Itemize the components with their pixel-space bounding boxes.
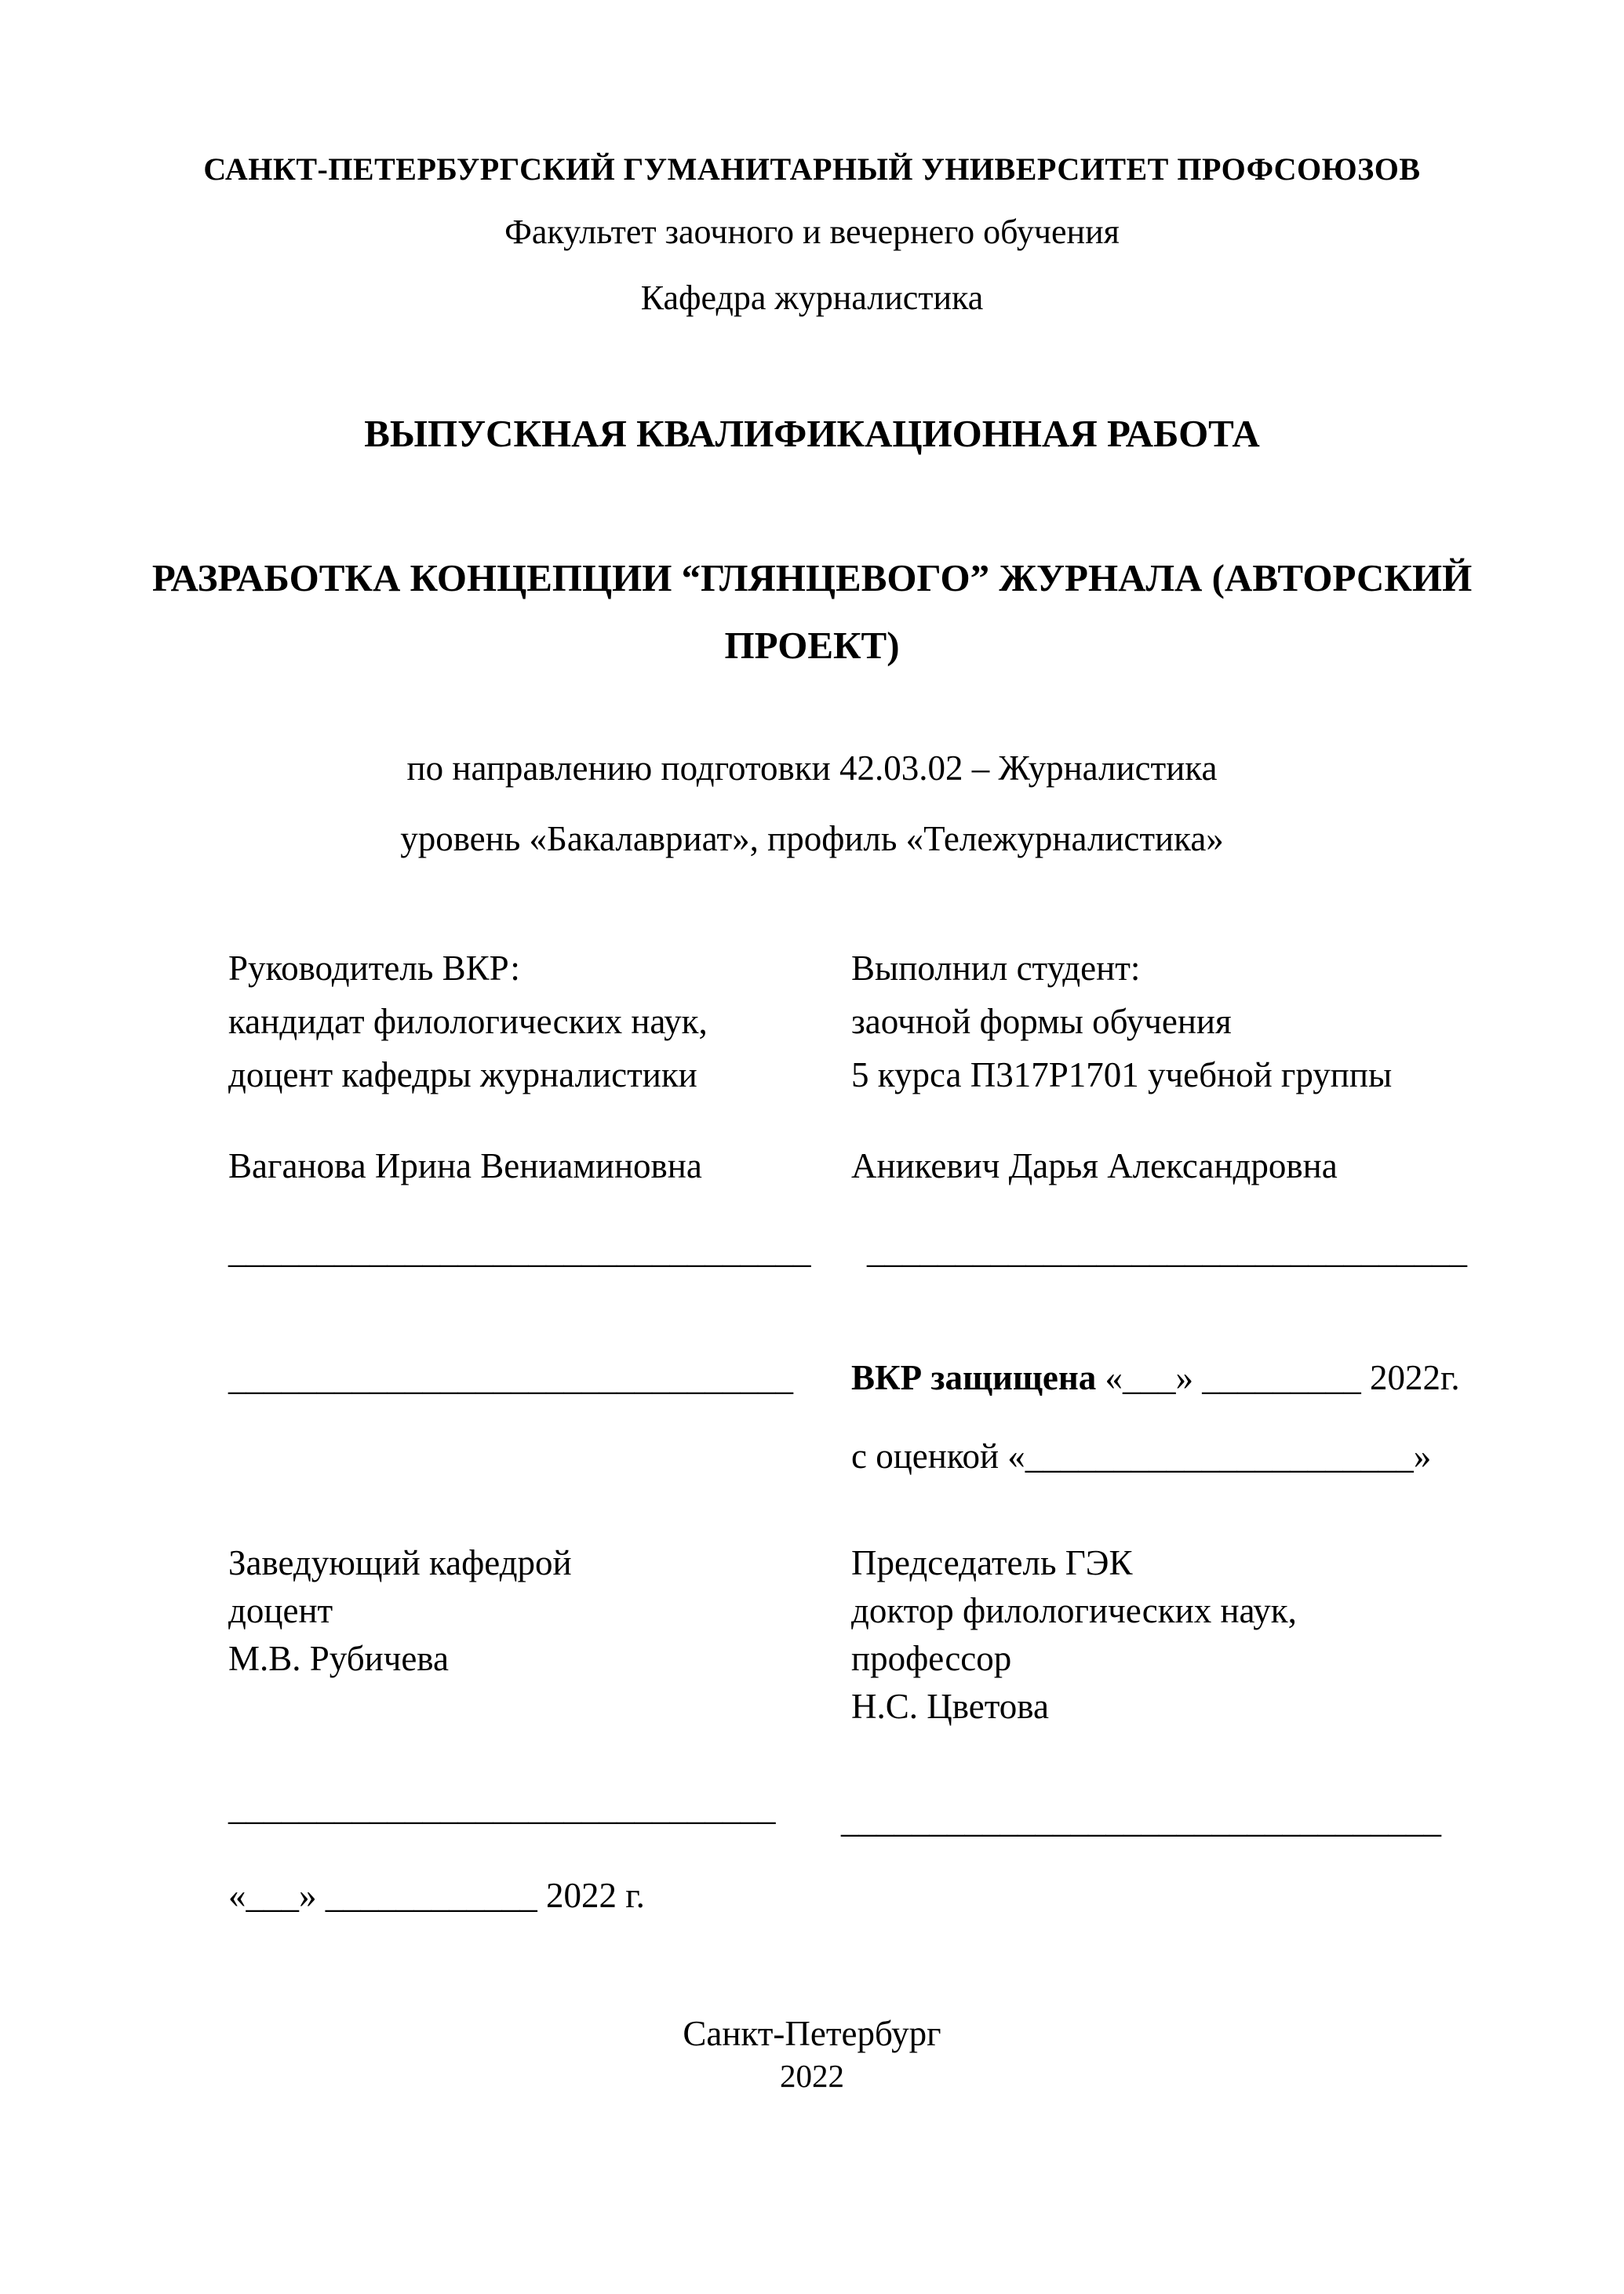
work-type-heading: ВЫПУСКНАЯ КВАЛИФИКАЦИОННАЯ РАБОТА bbox=[364, 412, 1260, 455]
committee-chair-signature-line: __________________________________ bbox=[841, 1801, 1441, 1840]
committee-chair-name: Н.С. Цветова bbox=[851, 1687, 1049, 1726]
supervisor-name: Ваганова Ирина Вениаминовна bbox=[228, 1146, 702, 1185]
committee-chair-degree: доктор филологических наук, bbox=[851, 1591, 1297, 1630]
defense-blanks: «___» _________ 2022г. bbox=[1096, 1358, 1460, 1397]
footer-city: Санкт-Петербург bbox=[683, 2014, 941, 2053]
grade-line: с оценкой «______________________» bbox=[851, 1436, 1432, 1476]
program-level: уровень «Бакалавриат», профиль «Тележурналистика» bbox=[400, 819, 1224, 858]
student-group: 5 курса П317Р1701 учебной группы bbox=[851, 1055, 1393, 1094]
thesis-title-line-2: ПРОЕКТ) bbox=[724, 624, 900, 667]
student-block bbox=[851, 941, 1392, 1101]
supervisor-block bbox=[228, 941, 708, 1101]
supervisor-signature-line-2: ________________________________ bbox=[228, 1358, 793, 1397]
committee-chair-block bbox=[851, 1539, 1297, 1731]
defense-label: ВКР защищена bbox=[851, 1358, 1097, 1397]
supervisor-degree: кандидат филологических наук, bbox=[228, 1002, 708, 1041]
head-of-department-signature-line: _______________________________ bbox=[228, 1788, 776, 1827]
student-signature-line: __________________________________ bbox=[867, 1231, 1467, 1270]
thesis-title bbox=[110, 544, 1514, 679]
program-direction: по направлению подготовки 42.03.02 – Журналистика bbox=[406, 748, 1218, 788]
thesis-title-line-1: РАЗРАБОТКА КОНЦЕПЦИИ “ГЛЯНЦЕВОГО” ЖУРНАЛА (АВТОРСКИЙ bbox=[151, 556, 1473, 599]
student-study-form: заочной формы обучения bbox=[851, 1002, 1232, 1041]
committee-chair-position: профессор bbox=[851, 1639, 1012, 1678]
faculty-name: Факультет заочного и вечернего обучения bbox=[504, 213, 1120, 251]
head-of-department-block bbox=[228, 1539, 572, 1683]
head-of-department-name: М.В. Рубичева bbox=[228, 1639, 449, 1678]
date-blank-line: «___» ____________ 2022 г. bbox=[228, 1876, 645, 1915]
committee-chair-role: Председатель ГЭК bbox=[851, 1543, 1133, 1582]
department-name: Кафедра журналистика bbox=[640, 279, 984, 317]
head-of-department-role: Заведующий кафедрой bbox=[228, 1543, 572, 1582]
supervisor-signature-line: _________________________________ bbox=[228, 1231, 811, 1270]
defense-date-line bbox=[851, 1357, 1460, 1398]
head-of-department-position: доцент bbox=[228, 1591, 333, 1630]
supervisor-position: доцент кафедры журналистики bbox=[228, 1055, 697, 1094]
student-role: Выполнил студент: bbox=[851, 949, 1141, 988]
student-name: Аникевич Дарья Александровна bbox=[851, 1146, 1338, 1185]
footer-year: 2022 bbox=[780, 2058, 844, 2094]
program-info bbox=[110, 733, 1514, 874]
supervisor-role: Руководитель ВКР: bbox=[228, 949, 520, 988]
university-name: САНКТ-ПЕТЕРБУРГСКИЙ ГУМАНИТАРНЫЙ УНИВЕРСИТЕТ ПРОФСОЮЗОВ bbox=[203, 151, 1421, 187]
